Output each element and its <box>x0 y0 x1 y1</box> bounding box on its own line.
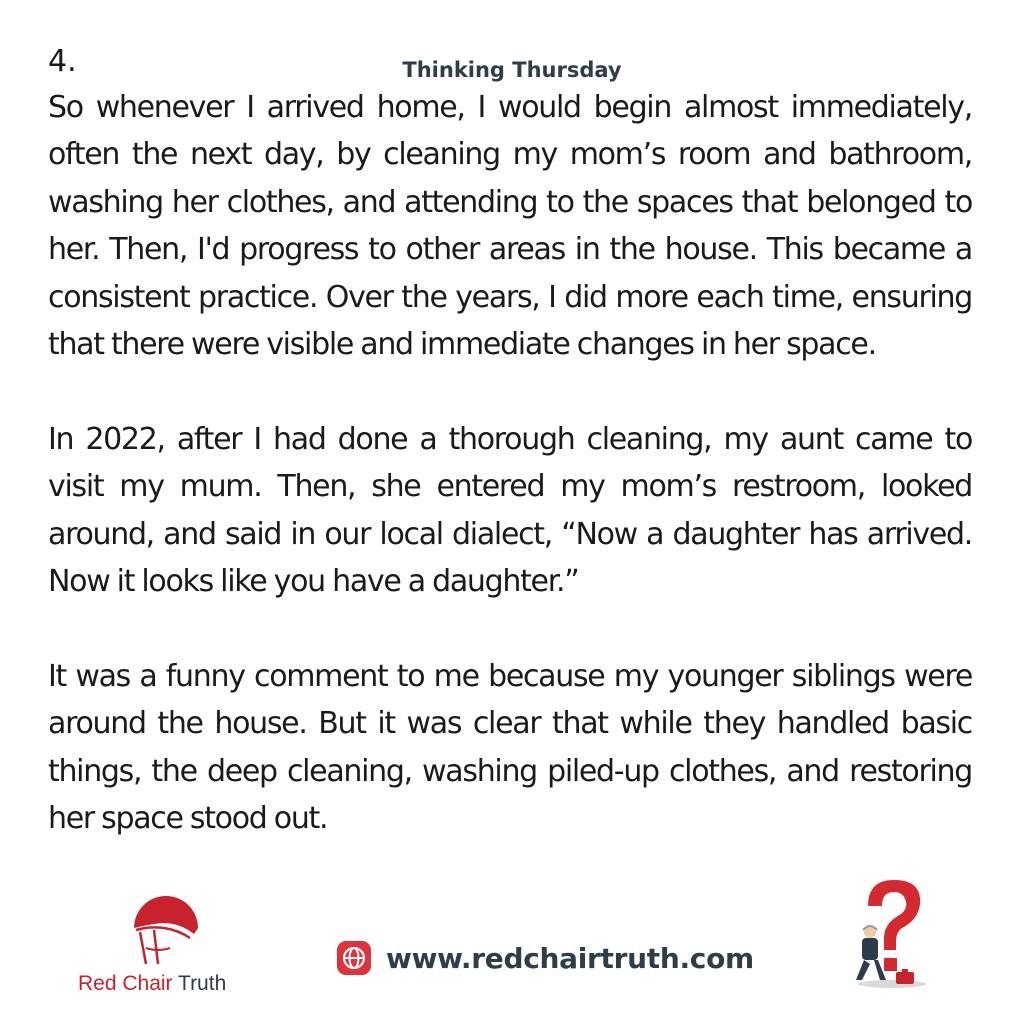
paragraph-1: So whenever I arrived home, I would begin almost immediately, often the next day, by cleaning my mom’s room and bathroom, washing her clothes, and attending to the spaces that belonged to her. Then, I'd progress to other areas in the house. This became a consistent practice. Over the years, I did more each time, ensuring that there were visible and immediate changes in her space. <box>48 90 972 363</box>
paragraph-2: In 2022, after I had done a thorough cleaning, my aunt came to visit my mum. Then, she entered my mom’s restroom, looked around, and said in our local dialect, “Now a daughter has arrived. Now it looks like you have a daughter.” <box>48 421 972 600</box>
footer <box>0 870 1024 1020</box>
globe-icon <box>336 940 372 976</box>
thinking-man-question-icon <box>846 876 930 992</box>
website-url[interactable]: www.redchairtruth.com <box>386 941 754 975</box>
logo-word-truth: Truth <box>178 972 227 995</box>
logo-word-red-chair: Red Chair <box>78 972 173 995</box>
page-number: 4. <box>48 44 77 79</box>
brand-logo <box>74 890 264 995</box>
website-link[interactable] <box>336 938 754 978</box>
paragraph-3: It was a funny comment to me because my younger siblings were around the house. But it was clear that while they handled basic things, the deep cleaning, washing piled-up clothes, and restoring her space stood out. <box>48 658 972 837</box>
red-chair-logo-icon <box>124 890 208 966</box>
header-title: Thinking Thursday <box>402 58 622 82</box>
logo-text <box>78 972 226 996</box>
body-text <box>48 84 972 842</box>
